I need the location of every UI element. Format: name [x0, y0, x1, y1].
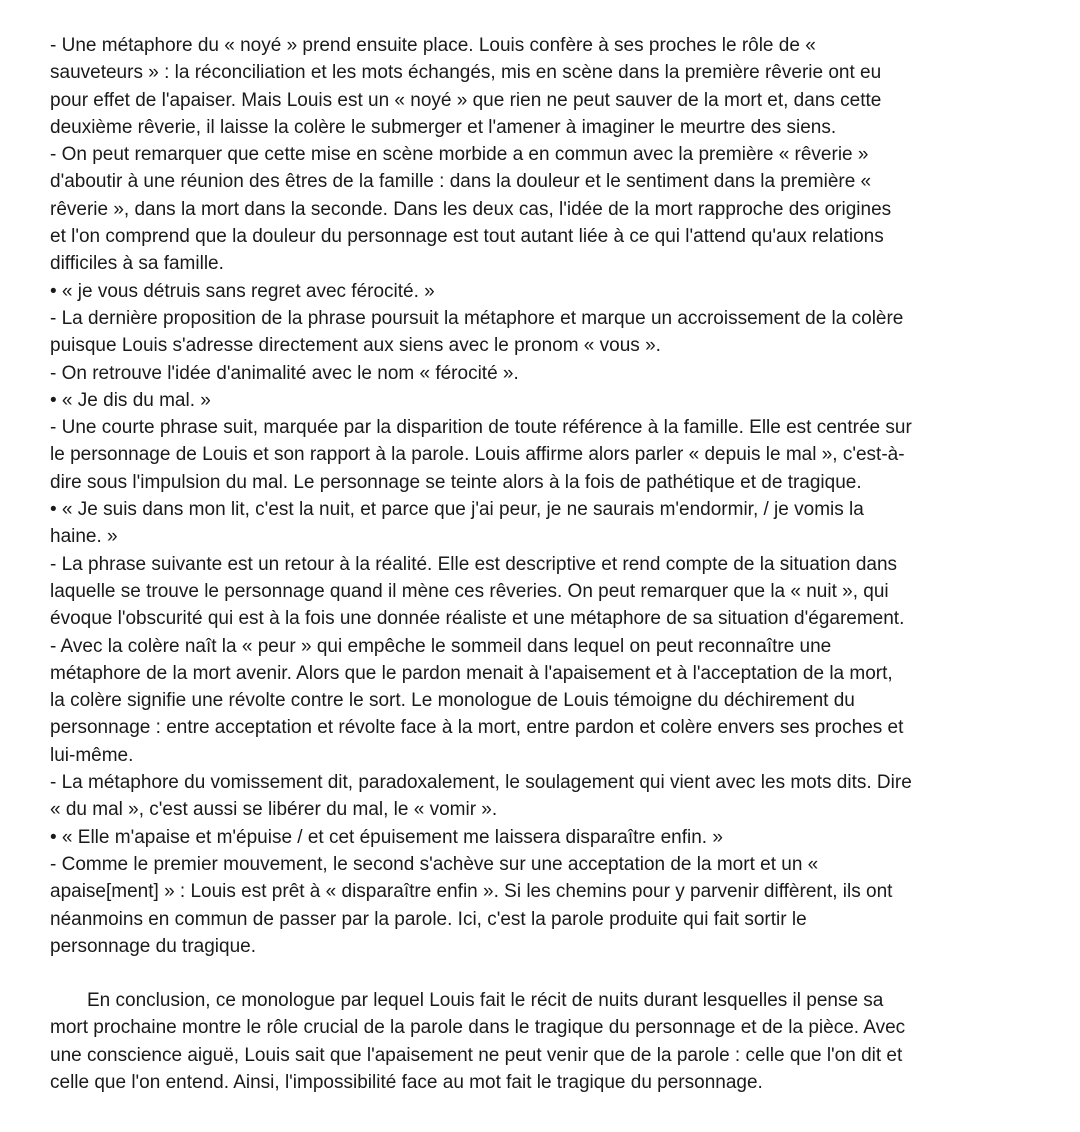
text-line: - Une courte phrase suit, marquée par la disparition de toute référence à la famille. Elle est centrée sur	[50, 417, 912, 439]
text-line: la colère signifie une révolte contre le sort. Le monologue de Louis témoigne du déchirement du	[50, 690, 855, 712]
text-line: métaphore de la mort avenir. Alors que le pardon menait à l'apaisement et à l'acceptation de la mort,	[50, 662, 893, 684]
text-line: et l'on comprend que la douleur du personnage est tout autant liée à ce qui l'attend qu'aux relations	[50, 226, 884, 248]
conclusion-line: celle que l'on entend. Ainsi, l'impossibilité face au mot fait le tragique du personnage.	[50, 1071, 763, 1093]
quote-line: • « Je dis du mal. »	[50, 389, 211, 411]
quote-line: • « Elle m'apaise et m'épuise / et cet épuisement me laissera disparaître enfin. »	[50, 826, 723, 848]
text-line: puisque Louis s'adresse directement aux siens avec le pronom « vous ».	[50, 335, 661, 357]
text-line: personnage : entre acceptation et révolte face à la mort, entre pardon et colère envers ses proches et	[50, 717, 904, 739]
text-line: personnage du tragique.	[50, 935, 256, 957]
text-line: - Une métaphore du « noyé » prend ensuite place. Louis confère à ses proches le rôle de «	[50, 35, 816, 56]
text-line: - Comme le premier mouvement, le second s'achève sur une acceptation de la mort et un «	[50, 853, 819, 875]
conclusion-paragraph	[50, 987, 1050, 1096]
text-line: - La métaphore du vomissement dit, paradoxalement, le soulagement qui vient avec les mots dits. Dire	[50, 772, 912, 794]
text-line: sauveteurs » : la réconciliation et les mots échangés, mis en scène dans la première rêverie ont eu	[50, 62, 882, 84]
text-line: évoque l'obscurité qui est à la fois une donnée réaliste et une métaphore de sa situation d'égarement.	[50, 608, 905, 630]
text-line: lui-même.	[50, 744, 134, 766]
analysis-body	[50, 32, 1050, 960]
text-line: « du mal », c'est aussi se libérer du mal, le « vomir ».	[50, 799, 498, 821]
text-line: le personnage de Louis et son rapport à la parole. Louis affirme alors parler « depuis le mal », c'est-à-	[50, 444, 905, 466]
text-line: apaise[ment] » : Louis est prêt à « disparaître enfin ». Si les chemins pour y parvenir diffèrent, ils ont	[50, 881, 893, 903]
paragraph-gap	[50, 960, 1050, 987]
text-line: dire sous l'impulsion du mal. Le personnage se teinte alors à la fois de pathétique et de tragique.	[50, 471, 862, 493]
text-line: - On retrouve l'idée d'animalité avec le nom « férocité ».	[50, 362, 519, 384]
conclusion-line: une conscience aiguë, Louis sait que l'apaisement ne peut venir que de la parole : celle que l'on dit et	[50, 1044, 903, 1066]
conclusion-line: En conclusion, ce monologue par lequel Louis fait le récit de nuits durant lesquelles il pense sa	[87, 990, 884, 1012]
text-line: néanmoins en commun de passer par la parole. Ici, c'est la parole produite qui fait sortir le	[50, 908, 807, 930]
text-line: d'aboutir à une réunion des êtres de la famille : dans la douleur et le sentiment dans la première «	[50, 171, 872, 193]
conclusion-line: mort prochaine montre le rôle crucial de la parole dans le tragique du personnage et de la pièce. Avec	[50, 1017, 906, 1039]
text-line: pour effet de l'apaiser. Mais Louis est un « noyé » que rien ne peut sauver de la mort et, dans cette	[50, 89, 882, 111]
text-line: - La dernière proposition de la phrase poursuit la métaphore et marque un accroissement de la colère	[50, 307, 904, 329]
quote-line: • « Je suis dans mon lit, c'est la nuit, et parce que j'ai peur, je ne saurais m'endormir, / je vomis la	[50, 499, 864, 521]
document-page	[50, 32, 1050, 1096]
text-line: - Avec la colère naît la « peur » qui empêche le sommeil dans lequel on peut reconnaître une	[50, 635, 832, 657]
text-line: - On peut remarquer que cette mise en scène morbide a en commun avec la première « rêverie »	[50, 144, 869, 166]
text-line: - La phrase suivante est un retour à la réalité. Elle est descriptive et rend compte de la situation dans	[50, 553, 898, 575]
text-line: deuxième rêverie, il laisse la colère le submerger et l'amener à imaginer le meurtre des siens.	[50, 116, 837, 138]
quote-line: • « je vous détruis sans regret avec férocité. »	[50, 280, 435, 302]
text-line: laquelle se trouve le personnage quand il mène ces rêveries. On peut remarquer que la « nuit », qui	[50, 580, 889, 602]
text-line: rêverie », dans la mort dans la seconde. Dans les deux cas, l'idée de la mort rapproche des origines	[50, 198, 892, 220]
quote-line: haine. »	[50, 526, 118, 548]
text-line: difficiles à sa famille.	[50, 253, 224, 275]
